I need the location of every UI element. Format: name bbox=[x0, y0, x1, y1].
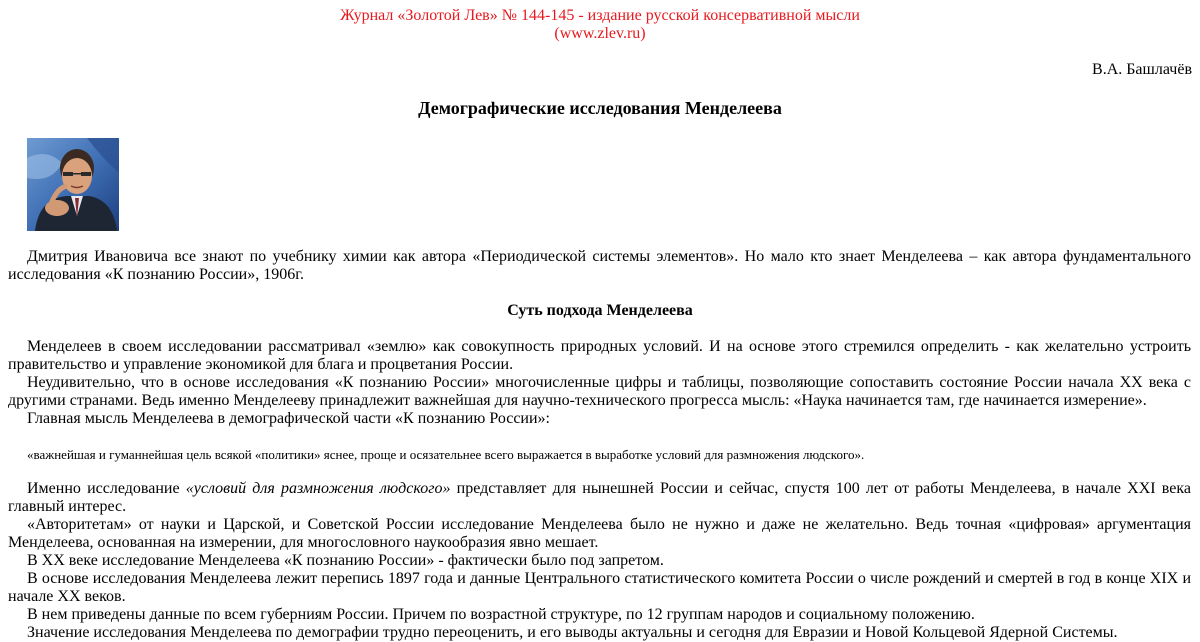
paragraph-land-conditions: Менделеев в своем исследовании рассматривал «землю» как совокупность природных условий. И на основе этого стремился определить - как желательно устроить правительство и управление экономикой для блага и процветания России. bbox=[8, 338, 1191, 373]
paragraph-significance: Значение исследования Менделеева по демографии трудно переоценить, и его выводы актуальны и сегодня для Евразии и Новой Кольцевой Ядерной Системы. bbox=[27, 624, 1118, 641]
mendeleev-quote: «важнейшая и гуманнейшая цель всякой «политики» яснее, проще и осязательнее всего выражается в выработке условий для размножения людского». bbox=[27, 447, 865, 462]
paragraph-banned: В XX веке исследование Менделеева «К познанию России» - фактически было под запретом. bbox=[27, 552, 664, 569]
paragraph-census: В основе исследования Менделеева лежит перепись 1897 года и данные Центрального статистического комитета России о числе рождений и смертей в год в конце XIX и начале XX веков. bbox=[8, 570, 1191, 605]
journal-site-link[interactable]: (www.zlev.ru) bbox=[554, 25, 646, 42]
paragraph-authorities: «Авторитетам» от науки и Царской, и Советской России исследование Менделеева было не нужно и даже не желательно. Ведь точная «цифровая» аргументация Менделеева, основанная на измерении, для многословного наукообразия явно мешает. bbox=[8, 516, 1191, 551]
paragraph-research-interest bbox=[8, 480, 1191, 516]
paragraph-numbers-tables: Неудивительно, что в основе исследования «К познанию России» многочисленные цифры и таблицы, позволяющие сопоставить состояние России начала XX века с другими странами. Ведь именно Менделееву принадлежит важнейшая для научно-технического прогресса мысль: «Наука начинается там, где начинается измерение». bbox=[8, 374, 1191, 409]
paragraph-provinces: В нем приведены данные по всем губерниям России. Причем по возрастной структуре, по 12 группам народов и социальному положению. bbox=[27, 606, 975, 623]
paragraph-research-interest-start: Именно исследование bbox=[27, 480, 186, 497]
article-title: Демографические исследования Менделеева bbox=[418, 98, 782, 118]
paragraph-research-interest-end: представляет для нынешней России и сейчас, спустя 100 лет от работы Менделеева, в начале XXI века главный интерес. bbox=[8, 480, 1192, 515]
paragraph-main-idea: Главная мысль Менделеева в демографической части «К познанию России»: bbox=[27, 410, 550, 427]
journal-header: Журнал «Золотой Лев» № 144-145 - издание русской консервативной мысли bbox=[340, 7, 860, 24]
section-heading: Суть подхода Менделеева bbox=[507, 302, 693, 319]
author-portrait-photo bbox=[27, 138, 119, 231]
article-author: В.А. Башлачёв bbox=[1092, 61, 1192, 78]
emphasized-phrase: «условий для размножения людского» bbox=[185, 480, 451, 497]
intro-paragraph: Дмитрия Ивановича все знают по учебнику химии как автора «Периодической системы элементов». Но мало кто знает Менделеева – как автора фундаментального исследования «К познанию России», 1906г. bbox=[8, 248, 1191, 283]
portrait-photo-icon bbox=[27, 138, 119, 231]
